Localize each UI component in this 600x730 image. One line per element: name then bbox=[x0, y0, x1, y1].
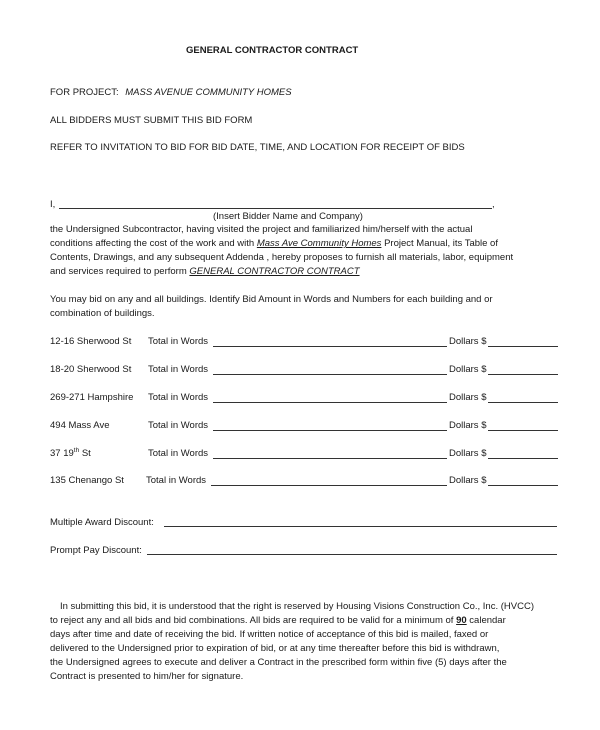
total-in-words-label: Total in Words bbox=[146, 475, 207, 486]
project-line bbox=[50, 87, 292, 98]
must-submit-text: ALL BIDDERS MUST SUBMIT THIS BID FORM bbox=[50, 115, 253, 126]
total-in-words-field[interactable] bbox=[211, 485, 447, 486]
multiple-award-field[interactable] bbox=[164, 526, 557, 527]
total-in-words-field[interactable] bbox=[213, 346, 447, 347]
total-in-words-field[interactable] bbox=[213, 402, 447, 403]
dollars-label: Dollars $ bbox=[449, 420, 487, 431]
valid-days: 90 bbox=[456, 615, 467, 626]
dollars-label: Dollars $ bbox=[449, 392, 487, 403]
submission-line-2: to reject any and all bids and bid combinations. All bids are required to be valid for a minimum of 90 calendar bbox=[50, 615, 506, 626]
contract-name: GENERAL CONTRACTOR CONTRACT bbox=[189, 266, 360, 277]
document-title: GENERAL CONTRACTOR CONTRACT bbox=[186, 45, 359, 56]
undersigned-line-2: conditions affecting the cost of the work and with Mass Ave Community Homes Project Manual, its Table of bbox=[50, 238, 498, 249]
multiple-award-label: Multiple Award Discount: bbox=[50, 517, 154, 528]
submission-line-5: the Undersigned agrees to execute and deliver a Contract in the prescribed form within five (5) days after the bbox=[50, 657, 507, 668]
total-in-words-label: Total in Words bbox=[148, 392, 209, 403]
prompt-pay-label: Prompt Pay Discount: bbox=[50, 545, 142, 556]
prompt-pay-field[interactable] bbox=[147, 554, 557, 555]
bid-location: 135 Chenango St bbox=[50, 475, 124, 486]
project-name: MASS AVENUE COMMUNITY HOMES bbox=[125, 87, 292, 98]
bidder-prefix: I, bbox=[50, 199, 56, 210]
submission-line-6: Contract is presented to him/her for signature. bbox=[50, 671, 244, 682]
submission-line-4: delivered to the Undersigned prior to expiration of bid, or at any time thereafter before this bid is withdrawn, bbox=[50, 643, 500, 654]
dollars-field[interactable] bbox=[488, 346, 558, 347]
dollars-label: Dollars $ bbox=[449, 336, 487, 347]
bid-location: 37 19th St bbox=[50, 447, 91, 460]
undersigned-line-4: and services required to perform GENERAL CONTRACTOR CONTRACT bbox=[50, 266, 360, 277]
may-bid-paragraph bbox=[50, 293, 493, 321]
project-manual-link: Mass Ave Community Homes bbox=[256, 238, 382, 249]
submission-line-3: days after time and date of receiving the bid. If written notice of acceptance of this bid is mailed, faxed or bbox=[50, 629, 489, 640]
dollars-field[interactable] bbox=[488, 402, 558, 403]
total-in-words-field[interactable] bbox=[213, 458, 447, 459]
dollars-label: Dollars $ bbox=[449, 448, 487, 459]
dollars-field[interactable] bbox=[488, 374, 558, 375]
undersigned-line-3: Contents, Drawings, and any subsequent Addenda , hereby proposes to furnish all materials, labor, equipment bbox=[50, 252, 514, 263]
undersigned-line-1: the Undersigned Subcontractor, having visited the project and familiarized him/herself with the actual bbox=[50, 224, 473, 235]
bidder-name-field[interactable] bbox=[59, 208, 492, 209]
bid-location: 494 Mass Ave bbox=[50, 420, 110, 431]
may-bid-line-1: You may bid on any and all buildings. Identify Bid Amount in Words and Numbers for each building and or bbox=[50, 294, 493, 305]
total-in-words-label: Total in Words bbox=[148, 364, 209, 375]
bidder-caption: (Insert Bidder Name and Company) bbox=[213, 211, 363, 222]
refer-text: REFER TO INVITATION TO BID FOR BID DATE, TIME, AND LOCATION FOR RECEIPT OF BIDS bbox=[50, 142, 465, 153]
submission-paragraph bbox=[50, 600, 534, 684]
bid-location: 269-271 Hampshire bbox=[50, 392, 134, 403]
total-in-words-label: Total in Words bbox=[148, 448, 209, 459]
dollars-label: Dollars $ bbox=[449, 475, 487, 486]
dollars-field[interactable] bbox=[488, 458, 558, 459]
dollars-label: Dollars $ bbox=[449, 364, 487, 375]
total-in-words-field[interactable] bbox=[213, 430, 447, 431]
project-label: FOR PROJECT: bbox=[50, 87, 119, 98]
may-bid-line-2: combination of buildings. bbox=[50, 308, 155, 319]
bidder-suffix: , bbox=[492, 199, 495, 210]
total-in-words-label: Total in Words bbox=[148, 336, 209, 347]
submission-line-1: In submitting this bid, it is understood that the right is reserved by Housing Visions Construction Co., Inc. (HVCC) bbox=[60, 601, 534, 612]
total-in-words-field[interactable] bbox=[213, 374, 447, 375]
bid-location: 12-16 Sherwood St bbox=[50, 336, 132, 347]
dollars-field[interactable] bbox=[488, 485, 558, 486]
bid-location: 18-20 Sherwood St bbox=[50, 364, 132, 375]
undersigned-paragraph bbox=[50, 223, 513, 279]
total-in-words-label: Total in Words bbox=[148, 420, 209, 431]
dollars-field[interactable] bbox=[488, 430, 558, 431]
